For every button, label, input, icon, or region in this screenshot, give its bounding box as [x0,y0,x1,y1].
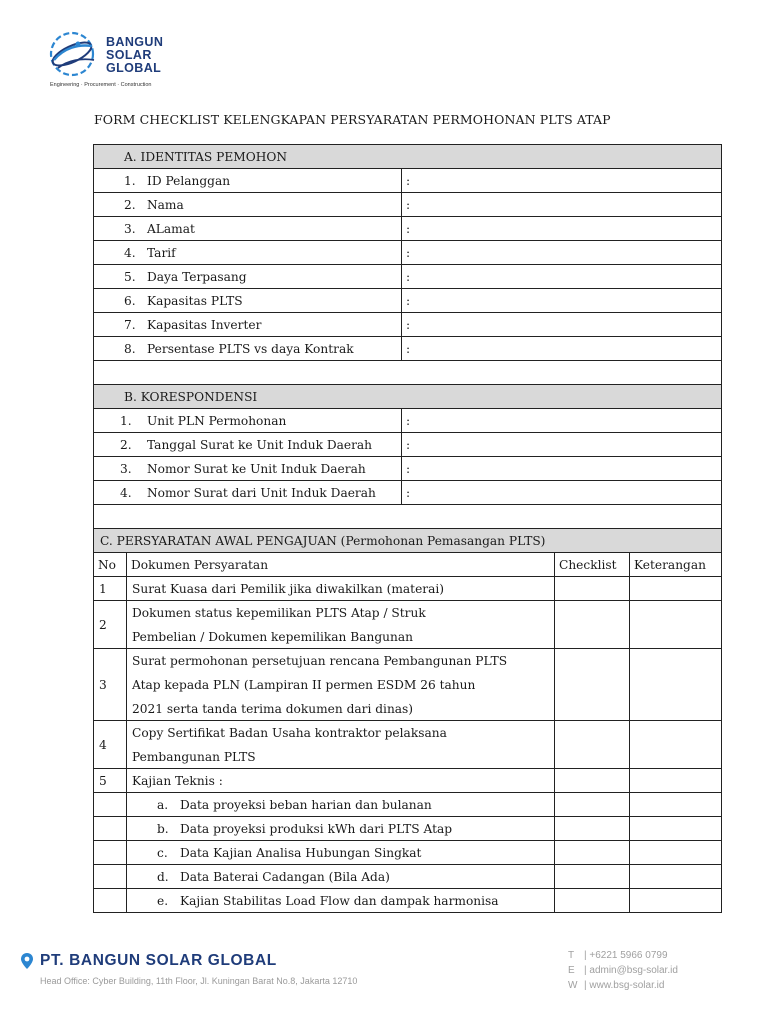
row-number: 4. [124,246,136,260]
page-footer [20,948,748,1008]
colon-separator: : [406,270,411,284]
checklist-cell[interactable] [554,720,630,769]
requirement-text-line: Kajian Teknis : [132,774,223,788]
footer-company-name: PT. BANGUN SOLAR GLOBAL [40,952,277,969]
identity-row [93,240,402,265]
requirement-text-line: 2021 serta tanda terima dokumen dari dinas) [132,702,414,716]
spacer-row [93,360,722,385]
row-label: Daya Terpasang [147,270,247,284]
col-header-checklist [554,552,630,577]
contact-website: W | www.bsg-solar.id [568,980,665,991]
form-title: FORM CHECKLIST KELENGKAPAN PERSYARATAN PERMOHONAN PLTS ATAP [94,112,611,127]
identity-value-field[interactable] [401,312,722,337]
row-label: Tarif [147,246,176,260]
identity-row [93,216,402,241]
row-number: 6. [124,294,136,308]
col-header-notes [629,552,722,577]
notes-cell[interactable] [629,816,722,841]
sub-requirement-document [126,816,555,841]
requirement-document [126,768,555,793]
identity-value-field[interactable] [401,192,722,217]
notes-cell[interactable] [629,648,722,721]
sub-requirement-no [93,792,127,817]
colon-separator: : [406,342,411,356]
row-number: 1. [124,174,136,188]
colon-separator: : [406,438,411,452]
requirement-text-line: Surat Kuasa dari Pemilik jika diwakilkan (materai) [132,582,445,596]
sub-requirement-document [126,888,555,913]
colon-separator: : [406,294,411,308]
identity-row [93,336,402,361]
col-header-no-label: No [98,558,117,572]
requirement-number: 1 [99,582,107,596]
section-b-header [93,384,722,409]
section-a-header [93,144,722,169]
identity-value-field[interactable] [401,216,722,241]
notes-cell[interactable] [629,768,722,793]
sub-item-text: Data proyeksi beban harian dan bulanan [180,798,432,812]
row-label: Nomor Surat dari Unit Induk Daerah [147,486,376,500]
correspondence-row [93,408,402,433]
sub-item-text: Data Kajian Analisa Hubungan Singkat [180,846,422,860]
colon-separator: : [406,246,411,260]
col-header-notes-label: Keterangan [634,558,706,572]
section-c-header [93,528,722,553]
row-label: Unit PLN Permohonan [147,414,287,428]
contact-email: E | admin@bsg-solar.id [568,965,678,976]
requirement-document [126,576,555,601]
correspondence-value-field[interactable] [401,432,722,457]
identity-row [93,264,402,289]
colon-separator: : [406,462,411,476]
sub-item-letter: e. [157,894,169,908]
requirement-no [93,576,127,601]
notes-cell[interactable] [629,840,722,865]
identity-row [93,312,402,337]
colon-separator: : [406,174,411,188]
row-label: Nama [147,198,184,212]
identity-row [93,168,402,193]
checklist-cell[interactable] [554,864,630,889]
footer-contacts [568,948,678,993]
identity-value-field[interactable] [401,336,722,361]
requirement-number: 4 [99,738,107,752]
row-label: Tanggal Surat ke Unit Induk Daerah [147,438,373,452]
requirement-document [126,600,555,649]
colon-separator: : [406,198,411,212]
identity-value-field[interactable] [401,264,722,289]
requirement-no [93,648,127,721]
checklist-cell[interactable] [554,888,630,913]
colon-separator: : [406,414,411,428]
correspondence-row [93,480,402,505]
location-pin-icon [20,952,34,970]
row-label: Kapasitas Inverter [147,318,262,332]
notes-cell[interactable] [629,888,722,913]
spacer-row [93,504,722,529]
company-logo [48,30,228,94]
notes-cell[interactable] [629,864,722,889]
identity-row [93,192,402,217]
logo-wordmark [106,36,163,75]
notes-cell[interactable] [629,576,722,601]
row-number: 5. [124,270,136,284]
logo-tagline: Engineering · Procurement · Construction [50,82,152,88]
section-c-heading: C. PERSYARATAN AWAL PENGAJUAN (Permohonan Pemasangan PLTS) [100,534,546,548]
sub-item-letter: d. [157,870,169,884]
requirement-text-line: Copy Sertifikat Badan Usaha kontraktor pelaksana [132,726,447,740]
requirement-no [93,768,127,793]
section-b-heading: B. KORESPONDENSI [124,390,258,404]
row-number: 4. [120,486,132,500]
contact-phone: T | +6221 5966 0799 [568,950,668,961]
checklist-cell[interactable] [554,600,630,649]
row-label: Kapasitas PLTS [147,294,243,308]
sub-requirement-document [126,792,555,817]
col-header-no [93,552,127,577]
col-header-checklist-label: Checklist [559,558,617,572]
row-number: 3. [120,462,132,476]
requirement-text-line: Surat permohonan persetujuan rencana Pembangunan PLTS [132,654,508,668]
sub-requirement-document [126,840,555,865]
correspondence-row [93,432,402,457]
col-header-document-label: Dokumen Persyaratan [131,558,269,572]
row-number: 7. [124,318,136,332]
sub-item-text: Data proyeksi produksi kWh dari PLTS Atap [180,822,453,836]
checklist-cell[interactable] [554,576,630,601]
sub-requirement-no [93,888,127,913]
logo-line-1: BANGUN [106,35,164,49]
sub-requirement-document [126,864,555,889]
identity-value-field[interactable] [401,288,722,313]
sub-item-letter: a. [157,798,169,812]
checklist-cell[interactable] [554,648,630,721]
sub-requirement-no [93,816,127,841]
sub-item-letter: b. [157,822,169,836]
row-label: ALamat [147,222,195,236]
row-label: Nomor Surat ke Unit Induk Daerah [147,462,366,476]
sub-requirement-no [93,840,127,865]
footer-address: Head Office: Cyber Building, 11th Floor, Jl. Kuningan Barat No.8, Jakarta 12710 [40,976,358,986]
requirement-number: 3 [99,678,107,692]
sub-item-letter: c. [157,846,168,860]
requirement-no [93,720,127,769]
correspondence-value-field[interactable] [401,456,722,481]
row-number: 1. [120,414,132,428]
correspondence-value-field[interactable] [401,480,722,505]
row-number: 3. [124,222,136,236]
checklist-cell[interactable] [554,768,630,793]
logo-line-3: GLOBAL [106,61,162,75]
row-number: 8. [124,342,136,356]
colon-separator: : [406,486,411,500]
identity-value-field[interactable] [401,240,722,265]
sub-item-text: Kajian Stabilitas Load Flow dan dampak harmonisa [180,894,499,908]
colon-separator: : [406,222,411,236]
section-a-heading: A. IDENTITAS PEMOHON [124,150,287,164]
notes-cell[interactable] [629,600,722,649]
row-number: 2. [124,198,136,212]
sub-requirement-no [93,864,127,889]
requirement-number: 5 [99,774,107,788]
requirement-text-line: Atap kepada PLN (Lampiran II permen ESDM 26 tahun [132,678,476,692]
requirement-text-line: Pembangunan PLTS [132,750,256,764]
identity-row [93,288,402,313]
notes-cell[interactable] [629,720,722,769]
correspondence-row [93,456,402,481]
correspondence-value-field[interactable] [401,408,722,433]
row-label: ID Pelanggan [147,174,231,188]
requirement-number: 2 [99,618,107,632]
colon-separator: : [406,318,411,332]
checklist-cell[interactable] [554,816,630,841]
checklist-cell[interactable] [554,840,630,865]
requirement-text-line: Pembelian / Dokumen kepemilikan Bangunan [132,630,413,644]
logo-line-2: SOLAR [106,48,152,62]
notes-cell[interactable] [629,792,722,817]
col-header-document [126,552,555,577]
requirement-document [126,648,555,721]
identity-value-field[interactable] [401,168,722,193]
globe-logo-icon [48,30,100,80]
checklist-table [93,144,722,910]
requirement-document [126,720,555,769]
requirement-text-line: Dokumen status kepemilikan PLTS Atap / Struk [132,606,426,620]
sub-item-text: Data Baterai Cadangan (Bila Ada) [180,870,390,884]
requirement-no [93,600,127,649]
checklist-cell[interactable] [554,792,630,817]
row-label: Persentase PLTS vs daya Kontrak [147,342,354,356]
row-number: 2. [120,438,132,452]
